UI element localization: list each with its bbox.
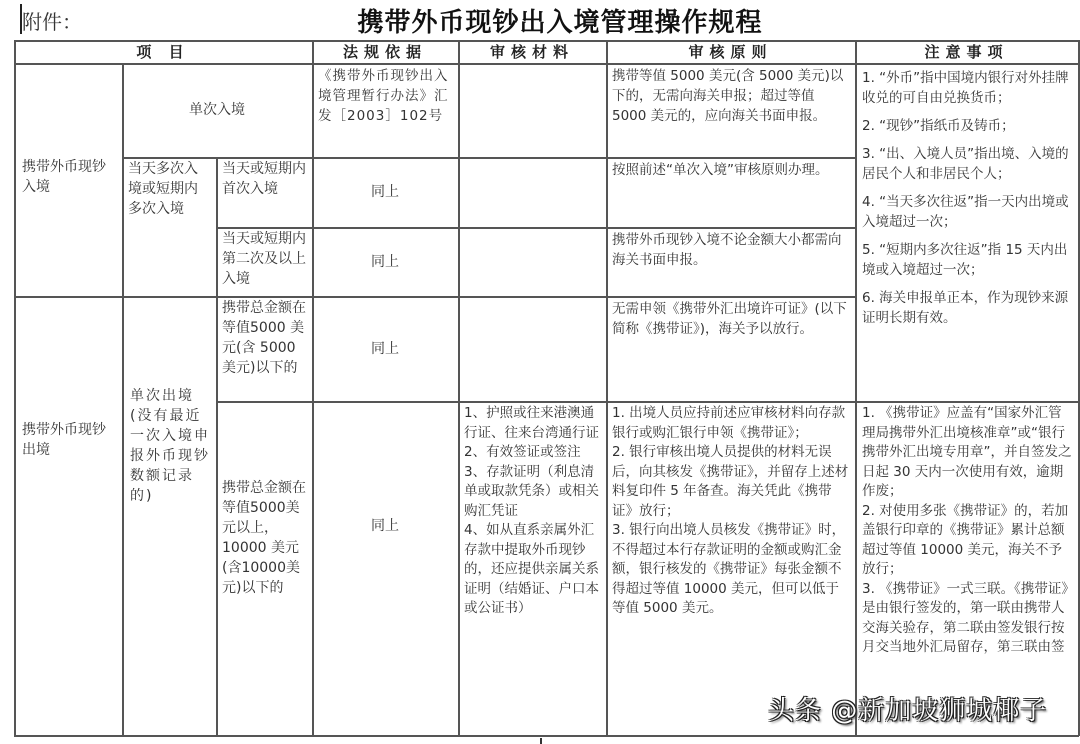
header-principles: 审核原则 [688,42,773,61]
exit-5000-10000-principle: 1. 出境人员应持前述应审核材料向存款银行或购汇银行申领《携带证》； 2. 银行审核出境人员提供的材料无误后，向其核发《携带证》，并留存上述材料复印件 5 年备查。海关凭此《携带证》放行； 3. 银行向出境人员核发《携带证》时，不得超过本行存款证明的金额或购汇金额，银行核发的《携带证》每张金额不得超过等值 10000 美元，但可以低于等值 5000 美元。 [612,405,849,616]
entry-second-materials [458,227,606,296]
entry-single-principle: 携带等值 5000 美元(含 5000 美元)以下的，无需向海关申报；超过等值 5000 美元的，应向海关书面申报。 [612,68,844,124]
header-materials: 审核材料 [489,42,574,61]
exit-5000-10000-legal-basis: 同上 [371,518,399,534]
entry-second-principle: 携带外币现钞入境不论金额大小都需向海关书面申报。 [612,232,842,268]
exit-single-label: 单次出境(没有最近一次入境申报外币现钞数额记录的) [130,388,210,504]
note-item: 5. “短期内多次往返”指 15 天内出境或入境超过一次； [862,242,1068,278]
entry-single-legal-basis: 《携带外币现钞出入境管理暂行办法》汇发［2003］102号 [318,68,449,124]
entry-category: 携带外币现钞入境 [22,159,106,195]
note-item: 6. 海关申报单正本，作为现钞来源证明长期有效。 [862,290,1069,326]
entry-first-label: 当天或短期内首次入境 [222,161,306,197]
note-item: 2. “现钞”指纸币及铸币； [862,118,1015,134]
entry-second-label: 当天或短期内第二次及以上入境 [222,231,306,287]
exit-5000-10000-label: 携带总金额在等值5000美元以上，10000 美元(含10000美元)以下的 [222,480,306,596]
entry-multiple-label: 当天多次入境或短期内多次入境 [128,161,198,217]
exit-under-5000-label: 携带总金额在等值5000 美元(含 5000 美元)以下的 [222,300,306,376]
entry-first-principle: 按照前述“单次入境”审核原则办理。 [612,162,829,178]
entry-single-label: 单次入境 [189,102,245,118]
exit-under-5000-principle: 无需申领《携带外汇出境许可证》(以下简称《携带证》)，海关予以放行。 [612,301,847,337]
note-item: 3. “出、入境人员”指出境、入境的居民个人和非居民个人； [862,146,1069,182]
header-item: 项 目 [136,42,190,61]
entry-first-legal-basis: 同上 [371,184,399,200]
exit-under-5000-materials [458,296,606,401]
entry-notes [856,66,1078,400]
exit-under-5000-legal-basis: 同上 [371,340,399,357]
watermark: 头条 @新加坡狮城椰子 [768,696,1048,726]
entry-second-legal-basis: 同上 [371,253,399,270]
exit-5000-10000-notes: 1. 《携带证》应盖有“国家外汇管理局携带外汇出境核准章”或“银行携带外汇出境专用章”，并自签发之日起 30 天内一次使用有效，逾期作废； 2. 对使用多张《携带证》的，若加盖银行印章的《携带证》累计总额超过等值 10000 美元，海关不予放行； 3. 《携带证》一式三联。《携带证》是由银行签发的，第一联由携带人交海关验存，第二联由签发银行按月交当地外汇局留存，第三联由签 [862,405,1072,655]
header-legal-basis: 法规依据 [342,42,427,61]
page-mark [540,738,542,744]
exit-category: 携带外币现钞出境 [22,422,106,458]
note-item: 1. “外币”指中国境内银行对外挂牌收兑的可自由兑换货币； [862,70,1069,106]
header-notes: 注意事项 [924,42,1009,61]
entry-single-materials [458,64,606,156]
document-title: 携带外币现钞出入境管理操作规程 [357,8,763,38]
exit-5000-10000-materials: 1、护照或往来港澳通行证、往来台湾通行证 2、有效签证或签注 3、存款证明（利息清单或取款凭条）或相关购汇凭证 4、如从直系亲属外汇存款中提取外币现钞的，还应提供亲属关系证明（结婚证、户口本或公证书） [464,405,599,616]
entry-first-materials [458,157,606,227]
note-item: 4. “当天多次往返”指一天内出境或入境超过一次； [862,194,1069,230]
attachment-label: 附件： [22,10,82,34]
